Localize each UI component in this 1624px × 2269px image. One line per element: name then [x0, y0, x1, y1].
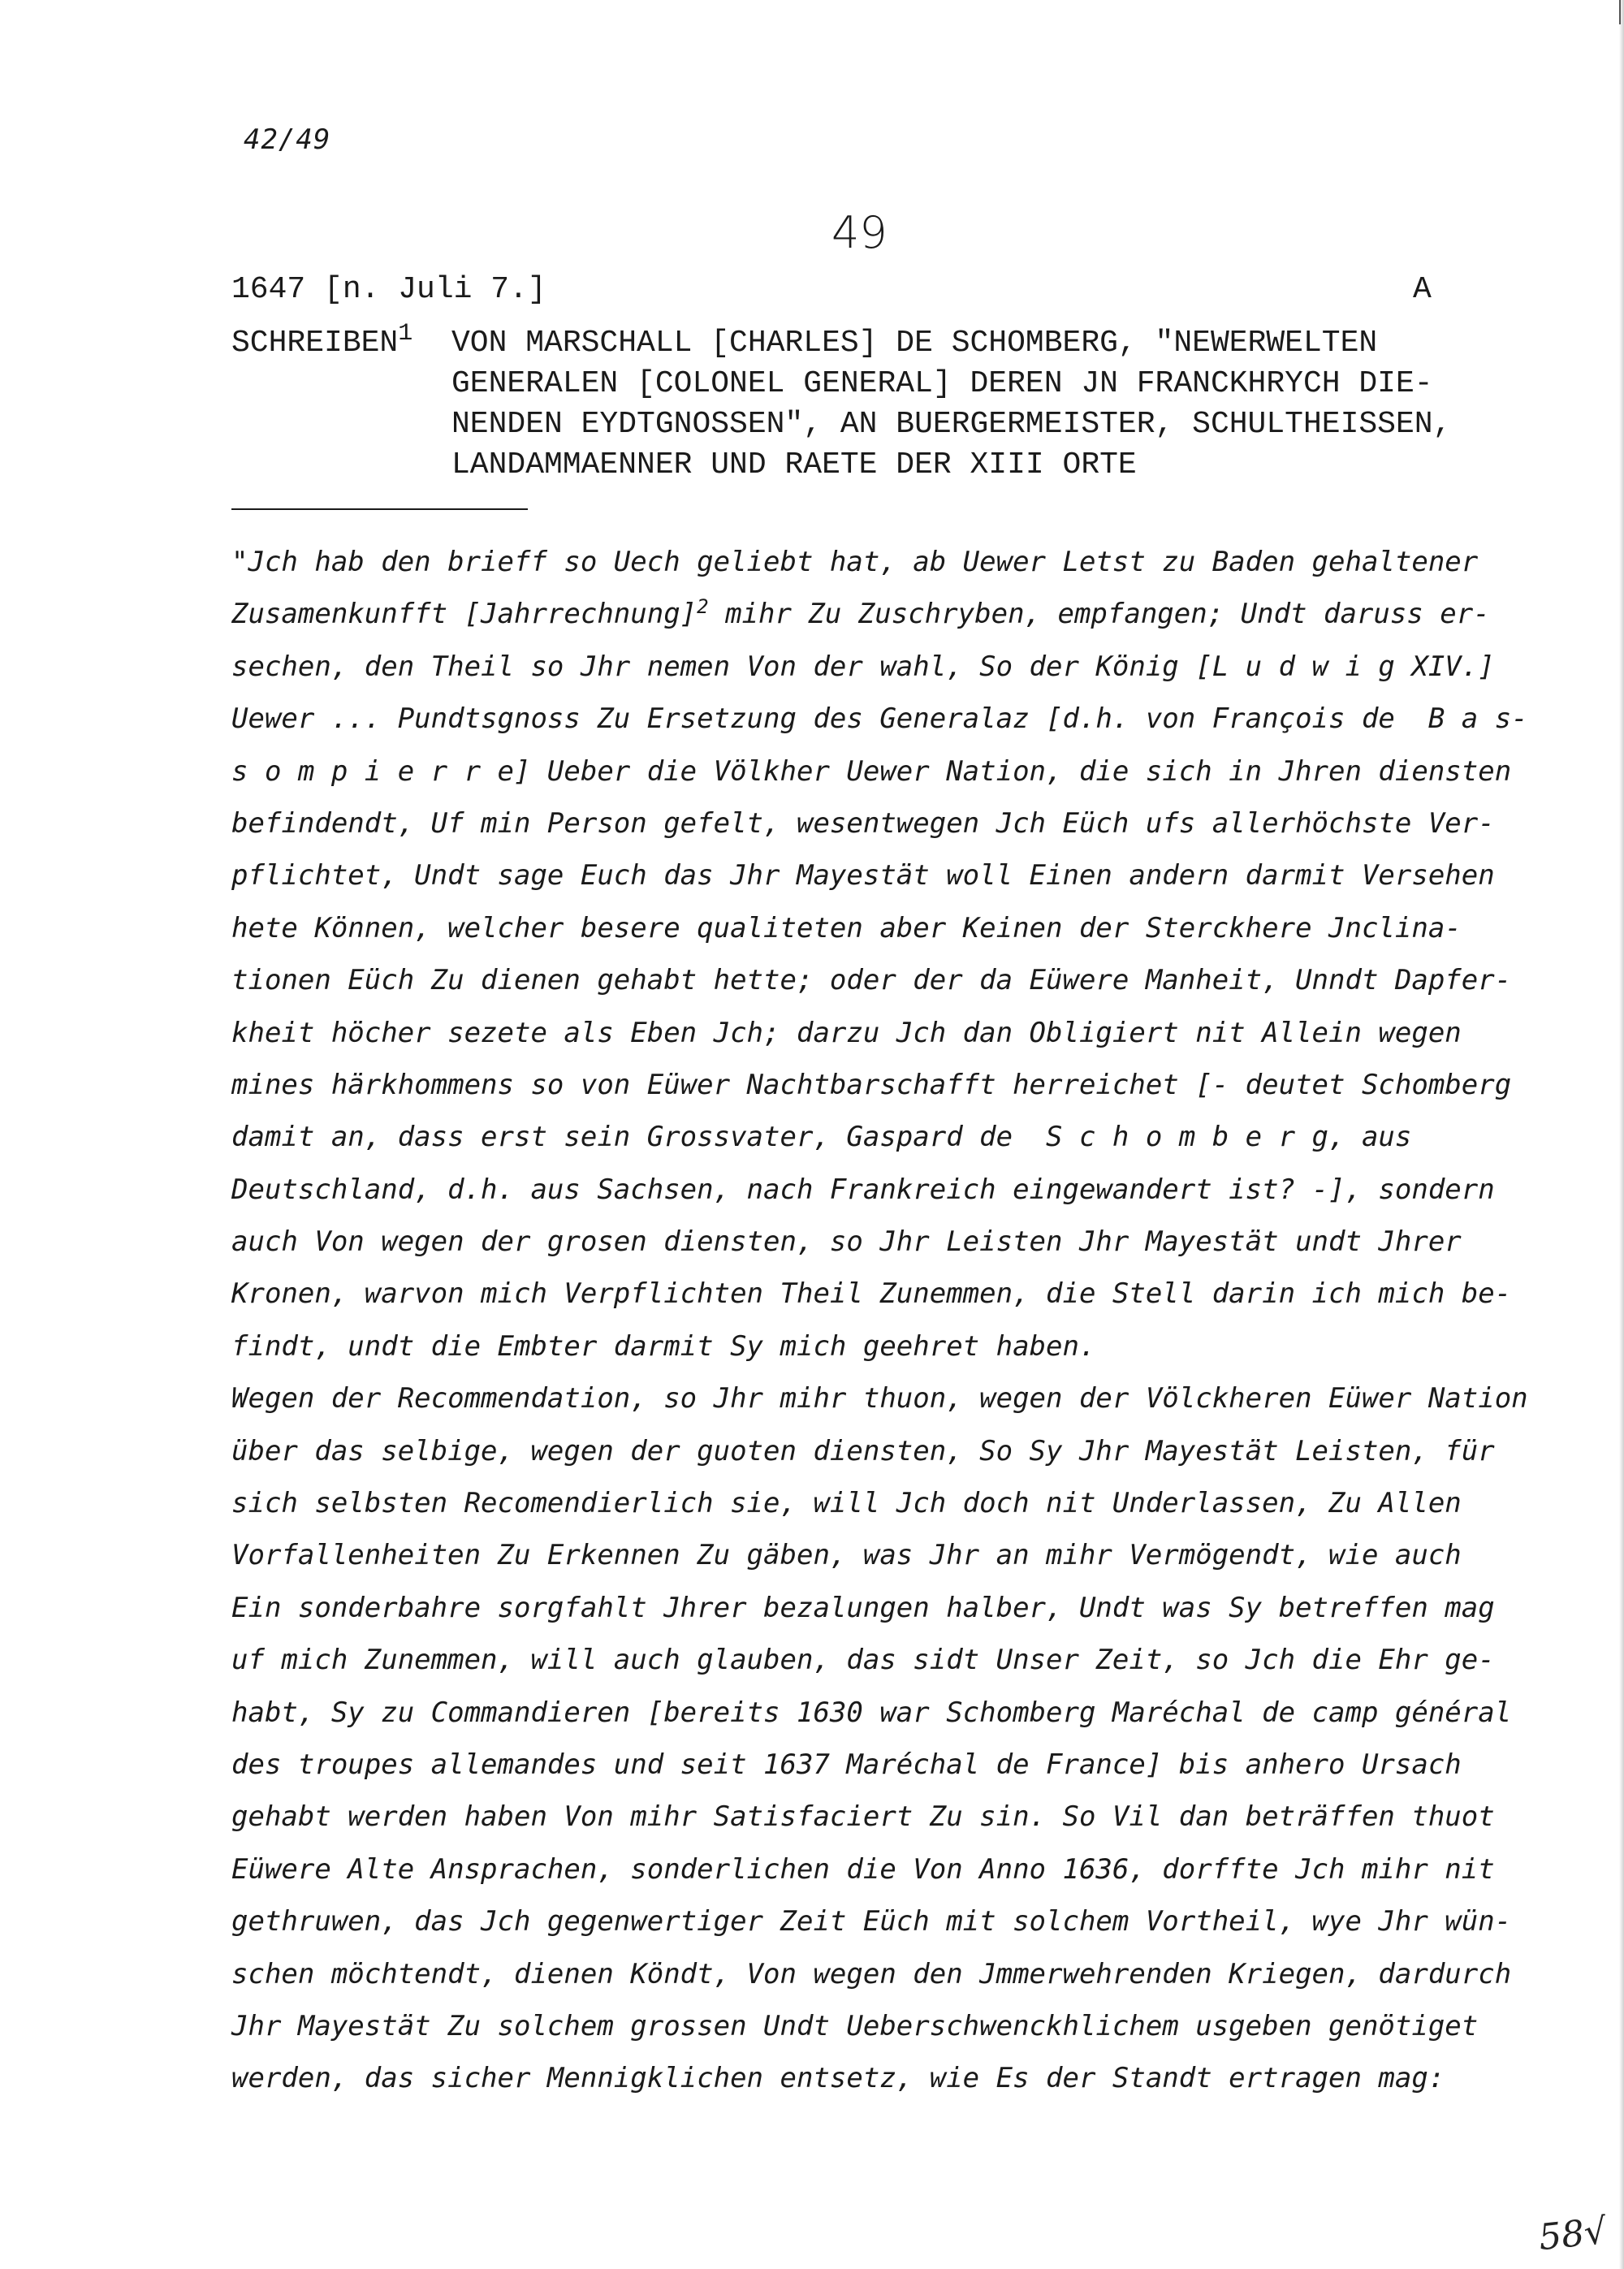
body-line: Uewer ... Pundtsgnoss Zu Ersetzung des Generalaz [d.h. von François de B a s-	[231, 702, 1528, 736]
document-letter: A	[1413, 272, 1432, 307]
body-line: Ein sonderbahre sorgfahlt Jhrer bezalungen halber, Undt was Sy betreffen mag	[231, 1591, 1495, 1624]
title-line: VON MARSCHALL [CHARLES] DE SCHOMBERG, "NEWERWELTEN	[451, 326, 1378, 361]
body-line-part: Zusamenkunfft [Jahrrechnung]	[231, 598, 698, 631]
body-line: befindendt, Uf min Person gefelt, wesentwegen Jch Eüch ufs allerhöchste Ver-	[231, 806, 1495, 840]
body-line: sechen, den Theil so Jhr nemen Von der wahl, So der König [L u d w i g XIV.]	[231, 650, 1495, 683]
body-line: Wegen der Recommendation, so Jhr mihr thuon, wegen der Völckheren Eüwer Nation	[231, 1382, 1528, 1415]
body-line: hete Können, welcher besere qualiteten aber Keinen der Sterckhere Jnclina-	[231, 911, 1462, 944]
body-line: uf mich Zunemmen, will auch glauben, das sidt Unser Zeit, so Jch die Ehr ge-	[231, 1644, 1495, 1677]
body-line: schen möchtendt, dienen Köndt, Von wegen den Jmmerwehrenden Kriegen, dardurch	[231, 1957, 1512, 1990]
body-line: "Jch hab den brieff so Uech geliebt hat, ab Uewer Letst zu Baden gehaltener	[231, 546, 1479, 578]
document-number: 49	[831, 207, 888, 258]
document-date: 1647 [n. Juli 7.]	[231, 272, 546, 307]
reference-number: 42/49	[244, 123, 331, 156]
body-line: kheit höcher sezete als Eben Jch; darzu Jch dan Obligiert nit Allein wegen	[231, 1016, 1462, 1049]
body-line-part: mihr Zu Zuschryben, empfangen; Undt daruss er-	[708, 598, 1490, 631]
body-line: werden, das sicher Mennigklichen entsetz, wie Es der Standt ertragen mag:	[231, 2062, 1445, 2095]
body-line: des troupes allemandes und seit 1637 Maréchal de France] bis anhero Ursach	[231, 1748, 1462, 1781]
body-line: mines härkhommens so von Eüwer Nachtbarschafft herreichet [- deutet Schomberg	[231, 1068, 1512, 1101]
body-line: Kronen, warvon mich Verpflichten Theil Zunemmen, die Stell darin ich mich be-	[231, 1277, 1512, 1311]
title-block	[451, 323, 1523, 486]
body-line: pflichtet, Undt sage Euch das Jhr Mayestät woll Einen andern darmit Versehen	[231, 859, 1495, 892]
body-line: Vorfallenheiten Zu Erkennen Zu gäben, was Jhr an mihr Vermögendt, wie auch	[231, 1539, 1462, 1572]
body-line: habt, Sy zu Commandieren [bereits 1630 war Schomberg Maréchal de camp général	[231, 1696, 1512, 1729]
title-label-text: SCHREIBEN	[231, 326, 399, 361]
body-line: über das selbige, wegen der guoten diensten, So Sy Jhr Mayestät Leisten, für	[231, 1434, 1495, 1467]
title-line: LANDAMMAENNER UND RAETE DER XIII ORTE	[451, 447, 1137, 482]
body-line	[231, 588, 1531, 640]
page-edge	[1619, 0, 1624, 2269]
archive-stamp: 58√	[1536, 2210, 1609, 2259]
body-line: sich selbsten Recomendierlich sie, will Jch doch nit Underlassen, Zu Allen	[231, 1487, 1462, 1520]
body-line: gethruwen, das Jch gegenwertiger Zeit Eüch mit solchem Vortheil, wye Jhr wün-	[231, 1905, 1512, 1938]
title-label	[231, 320, 413, 364]
body-line: Deutschland, d.h. aus Sachsen, nach Frankreich eingewandert ist? -], sondern	[231, 1173, 1495, 1206]
body-line: tionen Eüch Zu dienen gehabt hette; oder der da Eüwere Manheit, Unndt Dapfer-	[231, 964, 1512, 997]
title-footnote-marker: 1	[398, 320, 413, 348]
body-line: damit an, dass erst sein Grossvater, Gaspard de S c h o m b e r g, aus	[231, 1121, 1412, 1154]
body-line: auch Von wegen der grosen diensten, so Jhr Leisten Jhr Mayestät undt Jhrer	[231, 1225, 1462, 1259]
body-line: Jhr Mayestät Zu solchem grossen Undt Ueberschwenckhlichem usgeben genötiget	[231, 2009, 1479, 2042]
letter-body	[231, 536, 1531, 2105]
body-line: gehabt werden haben Von mihr Satisfaciert Zu sin. So Vil dan beträffen thuot	[231, 1800, 1495, 1834]
title-line: GENERALEN [COLONEL GENERAL] DEREN JN FRANCKHRYCH DIE-	[451, 366, 1433, 401]
body-line: findt, undt die Embter darmit Sy mich geehret haben.	[231, 1329, 1096, 1363]
title-line: NENDEN EYDTGNOSSEN", AN BUERGERMEISTER, SCHULTHEISSEN,	[451, 407, 1452, 442]
footnote-marker: 2	[697, 595, 709, 619]
edge-mark	[1619, 0, 1621, 24]
body-line: Eüwere Alte Ansprachen, sonderlichen die Von Anno 1636, dorffte Jch mihr nit	[231, 1852, 1495, 1886]
separator-rule	[231, 508, 528, 510]
body-line: s o m p i e r r e] Ueber die Völkher Uewer Nation, die sich in Jhren diensten	[231, 754, 1512, 788]
